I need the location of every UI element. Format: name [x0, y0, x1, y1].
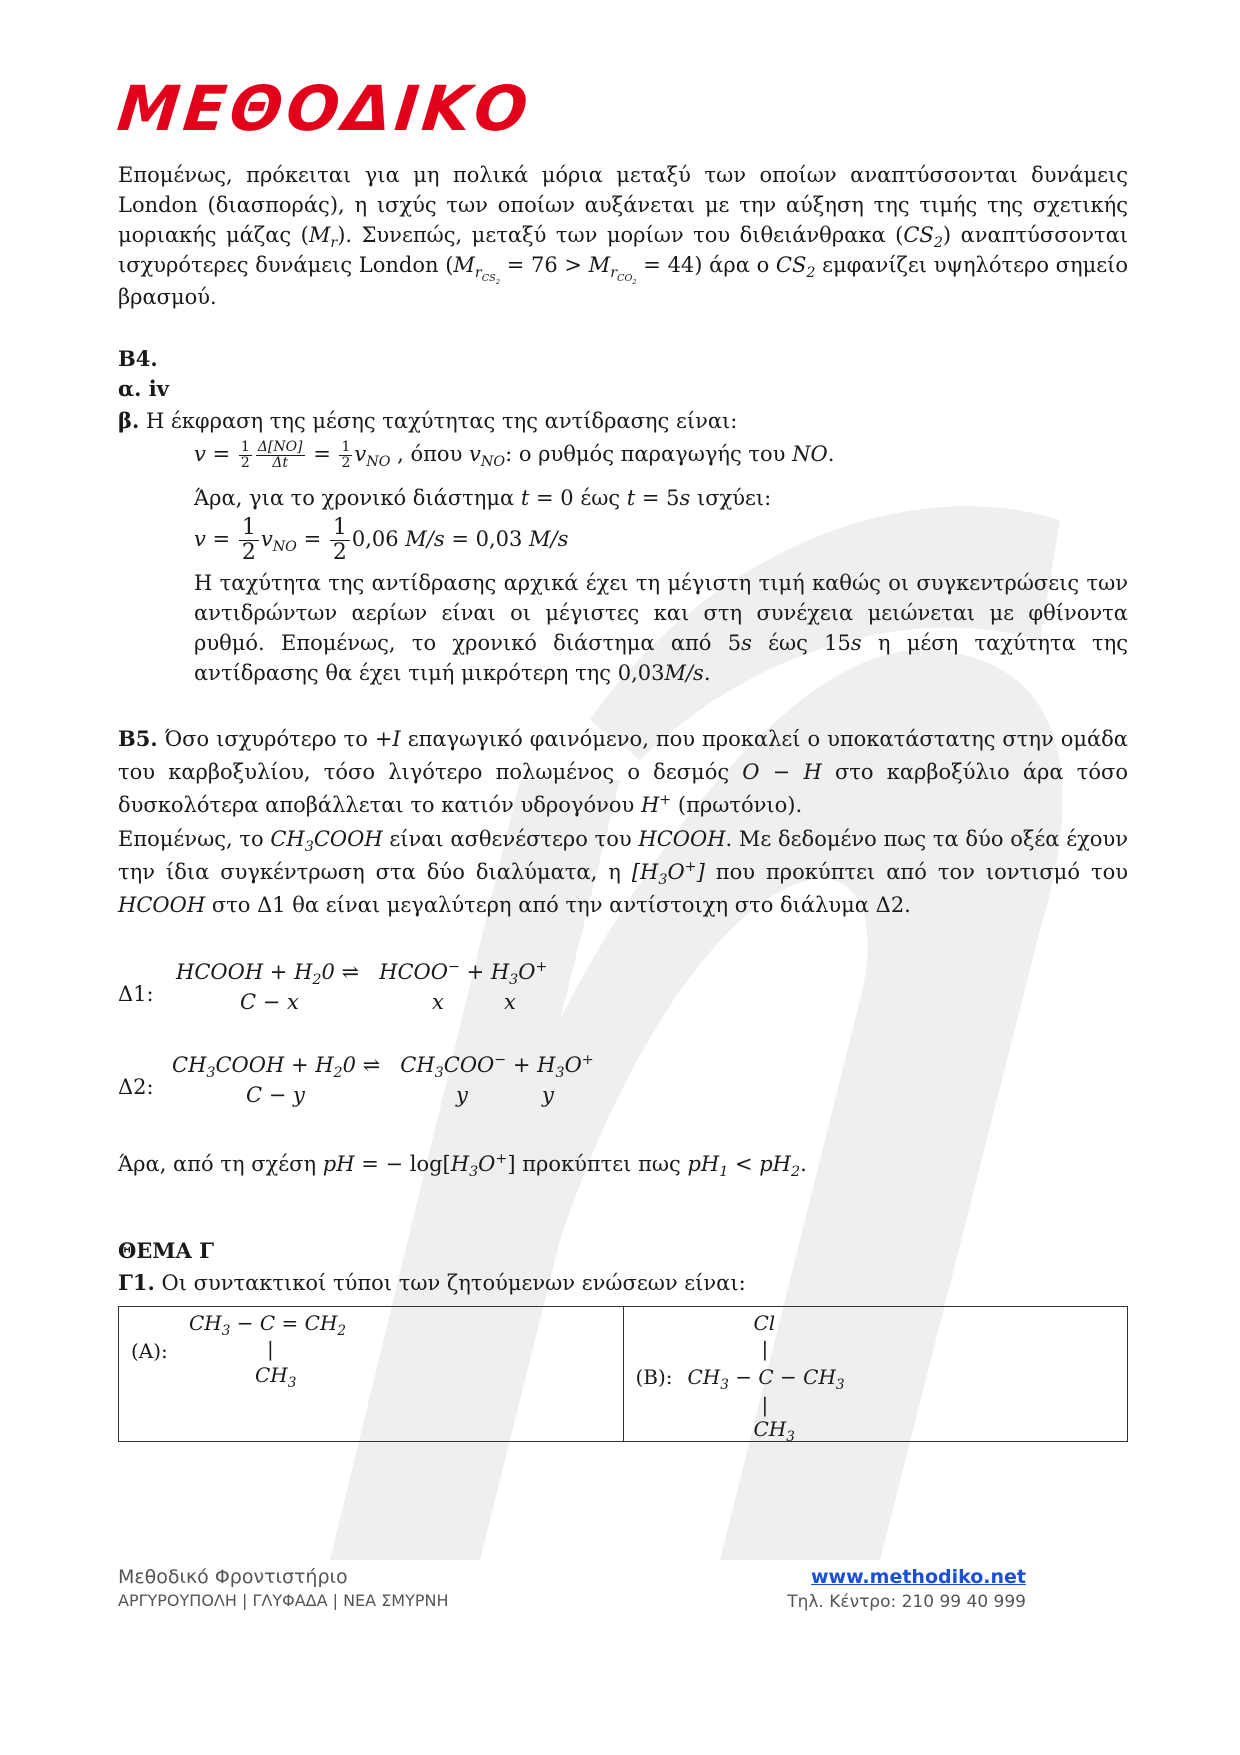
footer-name: Μεθοδικό Φροντιστήριο — [118, 1566, 348, 1588]
rate-calculation: v = $\frac{1}{2}$ $v_{NO}$ = $\frac{1}{2}$ 0,06 M/s = 0,03 M/s — [194, 515, 569, 565]
ph-conclusion: Άρα, από τη σχέση pH = − $\log[H_3O^+]$ προκύπτει πως $pH_1 < pH_2$. — [118, 1151, 807, 1181]
structures-table — [118, 1306, 1128, 1445]
methodiko-logo: ΜΕΘΟΔΙΚΟ — [114, 72, 536, 145]
footer-website-link[interactable]: www.methodiko.net — [810, 1566, 1026, 1588]
b4-beta-line: β. Η έκφραση της μέσης ταχύτητας της αντίδρασης είναι: — [118, 408, 738, 433]
b4-explanation: Η ταχύτητα της αντίδρασης αρχικά έχει τη μέγιστη τιμή καθώς οι συγκεντρώσεις των αντιδρώντων αερίων είναι οι μέγιστες και στη συνέχεια μειώνεται με φθίνοντα ρυθμό. Επομένως, το χρονικό διάστημα από 5s έως 15s η μέση ταχύτητα της αντίδρασης θα έχει τιμή μικρότερη της 0,03M/s. — [194, 571, 1128, 685]
footer-phone: Τηλ. Κέντρο: 210 99 40 999 — [787, 1592, 1026, 1612]
equation-d1: Δ1: HCOOH + $H_20$ ⇌ HCOO− + $H_3O^+$ C − x x x — [118, 959, 548, 1014]
rate-expression: v = $\frac{1}{2}$ $\frac{\Delta[NO]}{\Delta t}$ = $\frac{1}{2}$ $v_{NO}$ , όπου $v_{NO}$: ο ρυθμός παραγωγής του NO. — [194, 439, 835, 471]
structure-a-cell: $CH_3 - C = CH_2$ (A): | $CH_3$ — [119, 1307, 624, 1442]
structure-b-cell: Cl | (B): $CH_3 - C - CH_3$ | $CH_3$ — [623, 1307, 1128, 1442]
b4-answer-alpha: α. iv — [118, 376, 169, 401]
b4-heading: Β4. — [118, 346, 158, 371]
g1-line: Γ1. Οι συντακτικοί τύποι των ζητούμενων ενώσεων είναι: — [118, 1270, 746, 1295]
b5-paragraph: Β5. Όσο ισχυρότερο το +I επαγωγικό φαινόμενο, που προκαλεί ο υποκατάστατης στην ομάδα του καρβοξυλίου, τόσο λιγότερο πολωμένος ο δεσμός O − H στο καρβοξύλιο άρα τόσο δυσκολότερα αποβάλλεται το κατιόν υδρογόνου H+ (πρωτόνιο). — [118, 726, 1128, 817]
equation-d2: Δ2: $CH_3COOH + H_20$ ⇌ $CH_3COO^- + H_3O^+$ C − y y y — [118, 1052, 594, 1107]
footer-locations: ΑΡΓΥΡΟΥΠΟΛΗ | ΓΛΥΦΑΔΑ | ΝΕΑ ΣΜΥΡΝΗ — [118, 1591, 449, 1610]
b5-paragraph-2: Επομένως, το $CH_3COOH$ είναι ασθενέστερο του HCOOH. Με δεδομένο πως τα δύο οξέα έχουν την ίδια συγκέντρωση στα δύο διαλύματα, η $[H_3O^+]$ που προκύπτει από τον ιοντισμό του HCOOH στο Δ1 θα είναι μεγαλύτερη από την αντίστοιχη στο διάλυμα Δ2. — [118, 827, 1128, 917]
gamma-heading: ΘΕΜΑ Γ — [118, 1238, 215, 1263]
interval-line: Άρα, για το χρονικό διάστημα t = 0 έως t = 5s ισχύει: — [194, 486, 772, 510]
intro-paragraph: Επομένως, πρόκειται για μη πολικά μόρια μεταξύ των οποίων αναπτύσσονται δυνάμεις London (διασποράς), η ισχύς των οποίων αυξάνεται με την αύξηση της τιμής της σχετικής μοριακής μάζας $(M_r)$. Συνεπώς, μεταξύ των μορίων του διθειάνθρακα $(CS_2)$ αναπτύσσονται ισχυρότερες δυνάμεις London $(M_{r_{CS_2}} = 76 > M_{r_{CO_2}} = 44)$ άρα ο $CS_2$ εμφανίζει υψηλότερο σημείο βρασμού. — [118, 163, 1129, 309]
